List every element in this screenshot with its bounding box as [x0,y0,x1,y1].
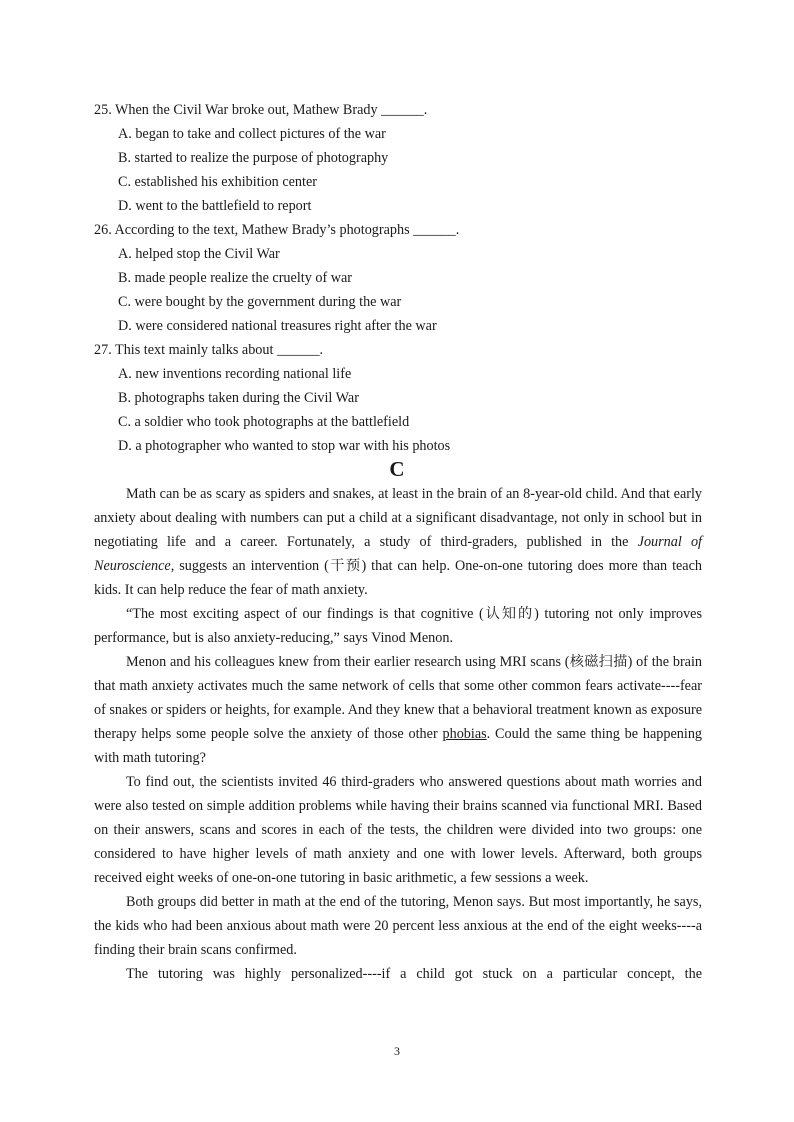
passage-paragraph: “The most exciting aspect of our findings is that cognitive (认知的) tutoring not only improves performance, but is also anxiety-reducing,” says Vinod Menon. [94,606,702,646]
question-26-option-c: C. were bought by the government during the war [118,294,402,310]
question-25-stem: 25. When the Civil War broke out, Mathew Brady ______. [94,102,428,118]
question-25-option-d: D. went to the battlefield to report [118,198,312,214]
question-25-option-b: B. started to realize the purpose of photography [118,150,389,166]
question-26-option-d: D. were considered national treasures right after the war [118,318,437,334]
passage-paragraph: To find out, the scientists invited 46 third-graders who answered questions about math worries and were also tested on simple addition problems while having their brains scanned via functional MRI. Based on their answers, scans and scores in each of the tests, the children were divided into two groups: one considered to have higher levels of math anxiety and one with lower levels. Afterward, both groups received eight weeks of one-on-one tutoring in basic arithmetic, a few sessions a week. [94,774,702,886]
question-26-stem: 26. According to the text, Mathew Brady’s photographs ______. [94,222,460,238]
question-25-option-c: C. established his exhibition center [118,174,317,190]
passage-paragraph: The tutoring was highly personalized----if a child got stuck on a particular concept, the [126,966,702,982]
question-26-option-b: B. made people realize the cruelty of war [118,270,352,286]
reading-passage [94,482,702,986]
question-27-option-c: C. a soldier who took photographs at the battlefield [118,414,410,430]
question-25-option-a: A. began to take and collect pictures of the war [118,126,386,142]
passage-paragraph: Both groups did better in math at the end of the tutoring, Menon says. But most importantly, he says, the kids who had been anxious about math were 20 percent less anxious at the end of the eight weeks----a finding their brain scans confirmed. [94,894,702,958]
journal-title: Journal of Neuroscience [94,534,703,574]
page-number: 3 [394,1044,400,1058]
question-27-option-d: D. a photographer who wanted to stop war with his photos [118,438,451,454]
question-27-stem: 27. This text mainly talks about ______. [94,342,324,358]
question-26-option-a: A. helped stop the Civil War [118,246,280,262]
question-27-option-a: A. new inventions recording national life [118,366,352,382]
section-title: C [389,457,405,481]
question-27-option-b: B. photographs taken during the Civil War [118,390,359,406]
passage-paragraph: Menon and his colleagues knew from their earlier research using MRI scans (核磁扫描) of the brain that math anxiety activates much the same network of cells that some other common fears activate----fear of snakes or spiders or heights, for example. And they knew that a behavioral treatment known as exposure therapy helps some people solve the anxiety of those other phobias. Could the same thing be happening with math tutoring? [94,654,703,766]
underlined-word: phobias [442,726,487,742]
passage-paragraph: Math can be as scary as spiders and snakes, at least in the brain of an 8-year-old child. And that early anxiety about dealing with numbers can put a child at a significant disadvantage, not only in school but in negotiating life and a career. Fortunately, a study of third-graders, published in the Journal of Neuroscience, suggests an intervention (干预) that can help. One-on-one tutoring does more than teach kids. It can help reduce the fear of math anxiety. [94,486,703,598]
